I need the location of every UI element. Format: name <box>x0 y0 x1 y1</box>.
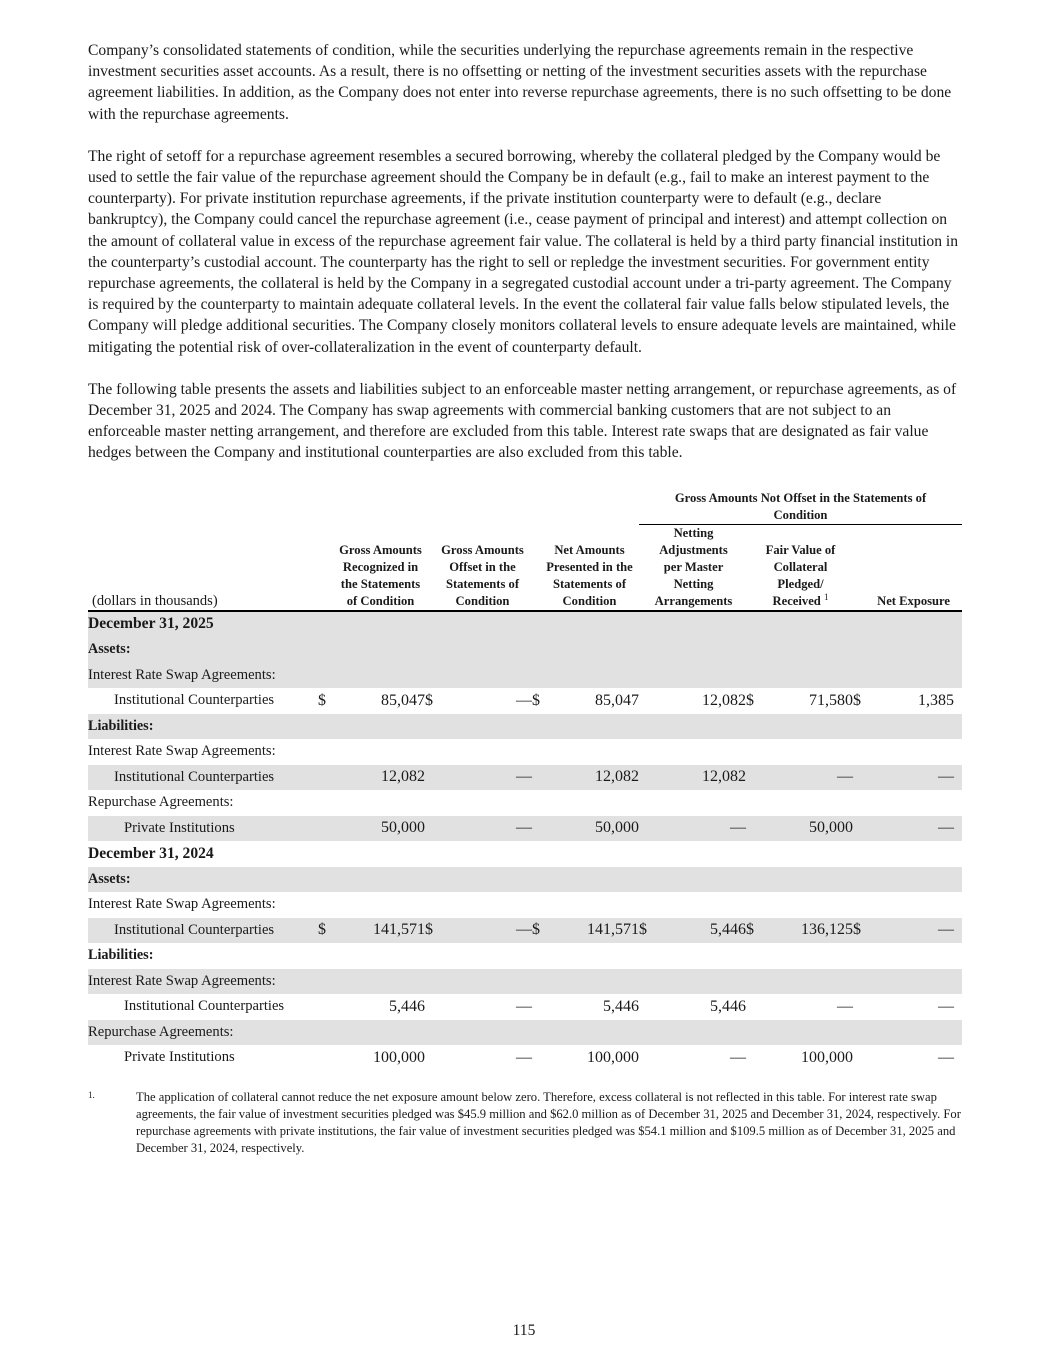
table-row <box>88 739 962 765</box>
row-label-institutional-counterparties: Institutional Counterparties <box>88 765 318 791</box>
cell-net-presented: 5,446 <box>603 997 639 1015</box>
table-column-header-row <box>88 524 962 611</box>
cell-fair-value-collateral: 100,000 <box>801 1048 853 1066</box>
currency-symbol: $ <box>639 918 653 944</box>
footnote-ref: 1 <box>823 591 829 602</box>
cell-gross-recognized: 141,571 <box>332 918 425 944</box>
cell-fair-value-collateral: 50,000 <box>760 816 853 842</box>
currency-symbol: $ <box>425 918 439 944</box>
cell-fair-value-collateral: 71,580 <box>809 691 853 709</box>
table-row <box>88 790 962 816</box>
row-label-assets: Assets: <box>88 867 318 893</box>
row-label-private-institutions: Private Institutions <box>88 816 318 842</box>
col-header-net-exposure: Net Exposure <box>853 524 962 611</box>
currency-symbol: $ <box>318 918 332 944</box>
cell-fair-value-collateral: — <box>760 765 853 791</box>
row-label-private-institutions: Private Institutions <box>124 1049 235 1066</box>
cell-fair-value-collateral: — <box>837 997 853 1015</box>
col-header-gross-recognized: Gross Amounts Recognized in the Statements of Condition <box>318 524 425 611</box>
table-row <box>88 765 962 791</box>
section-title: December 31, 2024 <box>88 844 214 862</box>
page-number: 115 <box>512 1322 536 1339</box>
row-label-liabilities: Liabilities: <box>88 947 154 964</box>
footnote-text: The application of collateral cannot reduce the net exposure amount below zero. Therefore, excess collateral is not reflected in this table. For interest rate swap agreements, the fair value of investment securities pledged was $45.9 million and $62.0 million as of December 31, 2025 and December 31, 2024, respectively. For repurchase agreements with private institutions, the fair value of investment securities pledged was $54.1 million and $109.5 million as of December 31, 2025 and December 31, 2024, respectively. <box>136 1089 961 1155</box>
row-label-liabilities: Liabilities: <box>88 714 318 740</box>
paragraph-right-of-setoff: The right of setoff for a repurchase agreement resembles a secured borrowing, whereby the collateral pledged by the Company would be used to settle the fair value of the repurchase agreement should the Company be in default (e.g., fail to make an interest payment to the counterparty). For private institution repurchase agreements, if the private institution counterparty were to default (e.g., declare bankruptcy), the Company could cancel the repurchase agreement (i.e., cease payment of principal and interest) and attempt collection on the amount of collateral value in excess of the repurchase agreement fair value. The collateral is held by a third party financial institution in the counterparty’s custodial account. The counterparty has the right to sell or repledge the investment securities. For government entity repurchase agreements, the collateral is held by the Company in a segregated custodial account under a tri-party agreement. The Company is required by the counterparty to maintain adequate collateral levels. In the event the collateral fair value falls below stipulated levels, the Company will pledge additional securities. The Company closely monitors collateral levels to ensure adequate levels are maintained, while mitigating the potential risk of over-collateralization in the event of counterparty default. <box>88 147 959 356</box>
section-row-2025 <box>88 611 962 638</box>
table-row <box>88 663 962 689</box>
col-header-netting-adjustments: Netting Adjustments per Master Netting Arrangements <box>639 524 746 611</box>
table-row <box>88 688 962 714</box>
table-row <box>88 943 962 969</box>
cell-net-exposure: — <box>867 765 962 791</box>
section-row-2024 <box>88 841 962 867</box>
footnote-mark: 1. <box>88 1089 95 1100</box>
footnote <box>88 1089 962 1157</box>
col-header-gross-offset: Gross Amounts Offset in the Statements of Condition <box>425 524 532 611</box>
table-row <box>88 892 962 918</box>
cell-net-presented: 100,000 <box>587 1048 639 1066</box>
table-row <box>88 1020 962 1046</box>
currency-symbol: $ <box>318 691 326 709</box>
table-row <box>88 637 962 663</box>
cell-gross-offset: — <box>516 997 532 1015</box>
table-row <box>88 816 962 842</box>
cell-net-presented: 85,047 <box>595 691 639 709</box>
unit-label: (dollars in thousands) <box>88 524 318 611</box>
cell-net-exposure: — <box>867 816 962 842</box>
table-row <box>88 994 962 1020</box>
currency-symbol: $ <box>532 691 540 709</box>
cell-netting-adjustments: — <box>730 1048 746 1066</box>
cell-net-exposure: — <box>938 997 954 1015</box>
row-label-repurchase-agreements: Repurchase Agreements: <box>88 1020 318 1046</box>
cell-netting-adjustments: 5,446 <box>710 997 746 1015</box>
cell-gross-recognized: 50,000 <box>332 816 425 842</box>
cell-gross-recognized: 100,000 <box>373 1048 425 1066</box>
col-header-net-presented: Net Amounts Presented in the Statements of Condition <box>532 524 639 611</box>
cell-gross-offset: — <box>439 765 532 791</box>
row-label-institutional-counterparties: Institutional Counterparties <box>88 918 318 944</box>
cell-net-exposure: — <box>938 1048 954 1066</box>
currency-symbol: $ <box>853 691 861 709</box>
cell-net-presented: 12,082 <box>546 765 639 791</box>
row-label-interest-rate-swaps: Interest Rate Swap Agreements: <box>88 663 318 689</box>
currency-symbol: $ <box>746 691 754 709</box>
row-label-assets: Assets: <box>88 637 318 663</box>
cell-gross-recognized: 12,082 <box>332 765 425 791</box>
row-label-institutional-counterparties: Institutional Counterparties <box>114 692 275 709</box>
currency-symbol: $ <box>532 918 546 944</box>
currency-symbol: $ <box>853 918 867 944</box>
row-label-interest-rate-swaps: Interest Rate Swap Agreements: <box>88 743 276 760</box>
row-label-institutional-counterparties: Institutional Counterparties <box>124 998 285 1015</box>
table-row <box>88 714 962 740</box>
section-title: December 31, 2025 <box>88 611 318 638</box>
cell-gross-offset: — <box>516 1048 532 1066</box>
paragraph-table-intro: The following table presents the assets and liabilities subject to an enforceable master netting arrangement, or repurchase agreements, as of December 31, 2025 and 2024. The Company has swap agreements with commercial banking customers that are not subject to an enforceable master netting arrangement, and therefore are excluded from this table. Interest rate swaps that are designated as fair value hedges between the Company and institutional counterparties are also excluded from this table. <box>88 380 957 462</box>
col-header-fair-value-collateral <box>746 524 853 611</box>
col-header-fair-value-text: Fair Value of Collateral Pledged/ Received <box>765 542 836 608</box>
row-label-interest-rate-swaps: Interest Rate Swap Agreements: <box>88 896 276 913</box>
cell-netting-adjustments: 5,446 <box>653 918 746 944</box>
cell-netting-adjustments: 12,082 <box>702 691 746 709</box>
currency-symbol: $ <box>425 691 433 709</box>
cell-net-exposure: — <box>867 918 962 944</box>
table-group-header-row <box>88 490 962 525</box>
cell-netting-adjustments: 12,082 <box>653 765 746 791</box>
cell-gross-offset: — <box>516 691 532 709</box>
netting-table <box>88 490 962 1071</box>
group-header-not-offset: Gross Amounts Not Offset in the Statements of Condition <box>639 490 962 525</box>
cell-net-presented: 50,000 <box>546 816 639 842</box>
cell-net-presented: 141,571 <box>546 918 639 944</box>
row-label-repurchase-agreements: Repurchase Agreements: <box>88 794 234 811</box>
table-row <box>88 969 962 995</box>
row-label-interest-rate-swaps: Interest Rate Swap Agreements: <box>88 969 318 995</box>
paragraph-offsetting: Company’s consolidated statements of condition, while the securities underlying the repurchase agreements remain in the respective investment securities asset accounts. As a result, there is no offsetting or netting of the investment securities assets with the repurchase agreement liabilities. In addition, as the Company does not enter into reverse repurchase agreements, there is no such offsetting to be done with the repurchase agreements. <box>88 42 952 123</box>
table-row <box>88 867 962 893</box>
currency-symbol: $ <box>746 918 760 944</box>
cell-gross-offset: — <box>439 816 532 842</box>
table-row <box>88 1045 962 1071</box>
cell-net-exposure: 1,385 <box>918 691 954 709</box>
cell-gross-recognized: 85,047 <box>381 691 425 709</box>
table-row <box>88 918 962 944</box>
document-page <box>88 40 962 1157</box>
cell-gross-recognized: 5,446 <box>389 997 425 1015</box>
cell-fair-value-collateral: 136,125 <box>760 918 853 944</box>
cell-netting-adjustments: — <box>653 816 746 842</box>
cell-gross-offset: — <box>439 918 532 944</box>
